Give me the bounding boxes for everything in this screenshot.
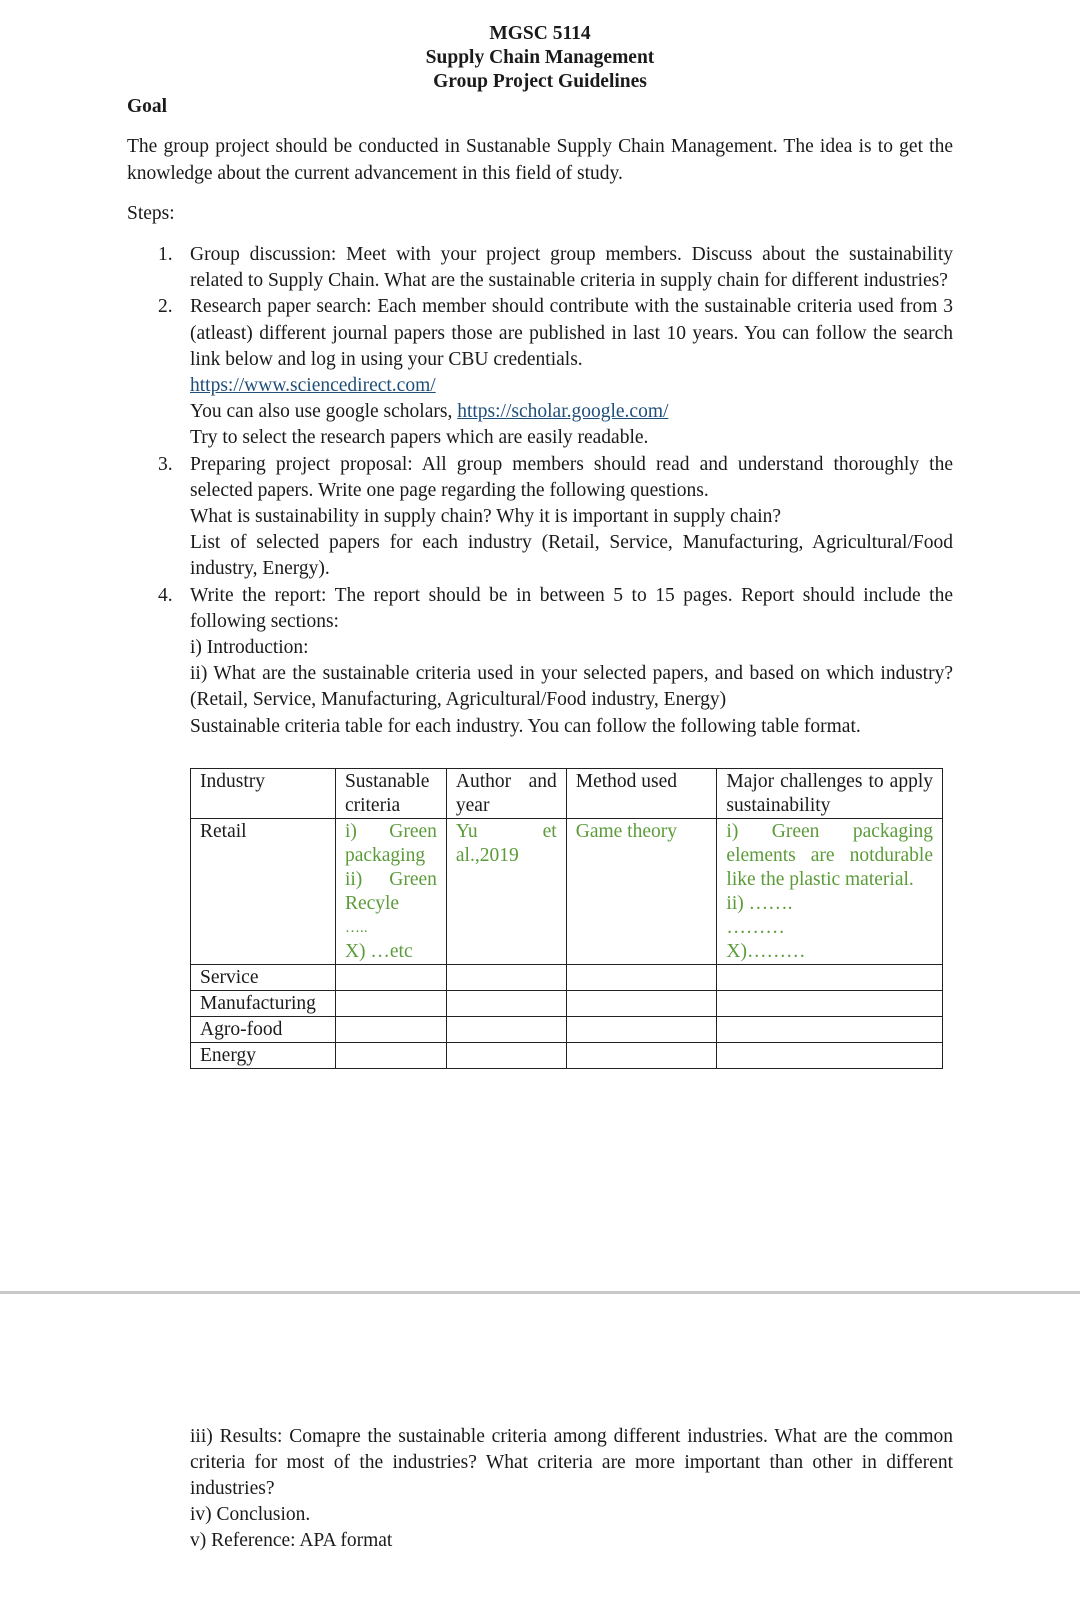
section-reference: v) Reference: APA format [190, 1530, 393, 1551]
document-title: Group Project Guidelines [433, 71, 647, 92]
sciencedirect-link[interactable]: https://www.sciencedirect.com/ [190, 375, 436, 397]
question-1: What is sustainability in supply chain? Why it is important in supply chain? [190, 506, 782, 528]
step-text: Preparing project proposal: All group members should read and understand thoroughly the selected papers. Write one page regarding the following questions. [190, 453, 953, 501]
criteria-item: X) …etc [344, 941, 413, 962]
table-row-retail [191, 819, 943, 965]
course-title: Supply Chain Management [425, 47, 655, 68]
section-conclusion: iv) Conclusion. [190, 1504, 311, 1525]
criteria-item: ii) Green Recyle [344, 869, 437, 914]
cell-industry: Retail [191, 819, 336, 965]
table-header-row [191, 769, 943, 819]
steps-list [0, 242, 1080, 740]
section-results: iii) Results: Comapre the sustainable criteria among different industries. What are the common criteria for most of the industries? What criteria are more important than other in different industries? [190, 1426, 953, 1500]
goal-heading: Goal [127, 96, 168, 117]
step-4 [0, 583, 1080, 740]
table-row-energy [191, 1043, 943, 1069]
cell-industry: Energy [191, 1043, 336, 1069]
header-criteria: Sustanable criteria [335, 769, 446, 819]
google-scholar-line [190, 399, 953, 425]
step-text: Write the report: The report should be in between 5 to 15 pages. Report should include the following sections: [190, 584, 953, 632]
step-number: 2. [158, 296, 173, 318]
step-2 [0, 294, 1080, 451]
question-2: List of selected papers for each industry (Retail, Service, Manufacturing, Agricultural/Food industry, Energy). [190, 532, 953, 580]
step-tip: Try to select the research papers which are easily readable. [190, 427, 649, 449]
steps-label: Steps: [127, 203, 175, 224]
step-number: 1. [158, 244, 173, 265]
criteria-table [190, 768, 943, 1069]
document-page-2 [0, 1294, 1080, 1613]
google-scholar-prefix: You can also use google scholars, [190, 401, 458, 423]
table-row-manufacturing [191, 991, 943, 1017]
table-row-service [191, 965, 943, 991]
step-1 [0, 242, 1080, 294]
course-code: MGSC 5114 [489, 23, 591, 44]
cell-industry: Manufacturing [191, 991, 336, 1017]
goal-paragraph: The group project should be conducted in Sustanable Supply Chain Management. The idea is to get the knowledge about the current advancement in this field of study. [127, 136, 953, 184]
table-intro: Sustainable criteria table for each industry. You can follow the following table format. [190, 715, 861, 737]
challenge-item: X)……… [726, 941, 806, 962]
step-number: 3. [158, 453, 173, 475]
step-3 [0, 452, 1080, 583]
challenge-item: ……… [726, 917, 785, 938]
criteria-item: ….. [344, 920, 368, 936]
cell-industry: Agro-food [191, 1017, 336, 1043]
cell-industry: Service [191, 965, 336, 991]
step-text: Group discussion: Meet with your project group members. Discuss about the sustainability related to Supply Chain. What are the sustainable criteria in supply chain for different industries? [190, 244, 953, 292]
challenge-item: ii) ……. [726, 893, 793, 914]
step-number: 4. [158, 584, 173, 606]
header-industry: Industry [191, 769, 336, 819]
header-author: Author and year [446, 769, 566, 819]
criteria-item: i) Green packaging [344, 821, 437, 866]
header-method: Method used [566, 769, 717, 819]
table-row-agro-food [191, 1017, 943, 1043]
section-introduction: i) Introduction: [190, 637, 309, 659]
challenge-item: i) Green packaging elements are notdurable like the plastic material. [726, 821, 933, 890]
header-challenges: Major challenges to apply sustainability [717, 769, 943, 819]
cell-method: Game theory [566, 819, 717, 965]
step-text: Research paper search: Each member should contribute with the sustainable criteria used from 3 (atleast) different journal papers those are published in last 10 years. You can follow the search link below and log in using your CBU credentials. [190, 296, 953, 370]
cell-challenges [717, 819, 943, 965]
google-scholar-link[interactable]: https://scholar.google.com/ [457, 401, 669, 423]
cell-author: Yu et al.,2019 [446, 819, 566, 965]
cell-criteria [335, 819, 446, 965]
section-criteria: ii) What are the sustainable criteria used in your selected papers, and based on which industry? (Retail, Service, Manufacturing, Agricultural/Food industry, Energy) [190, 663, 953, 711]
